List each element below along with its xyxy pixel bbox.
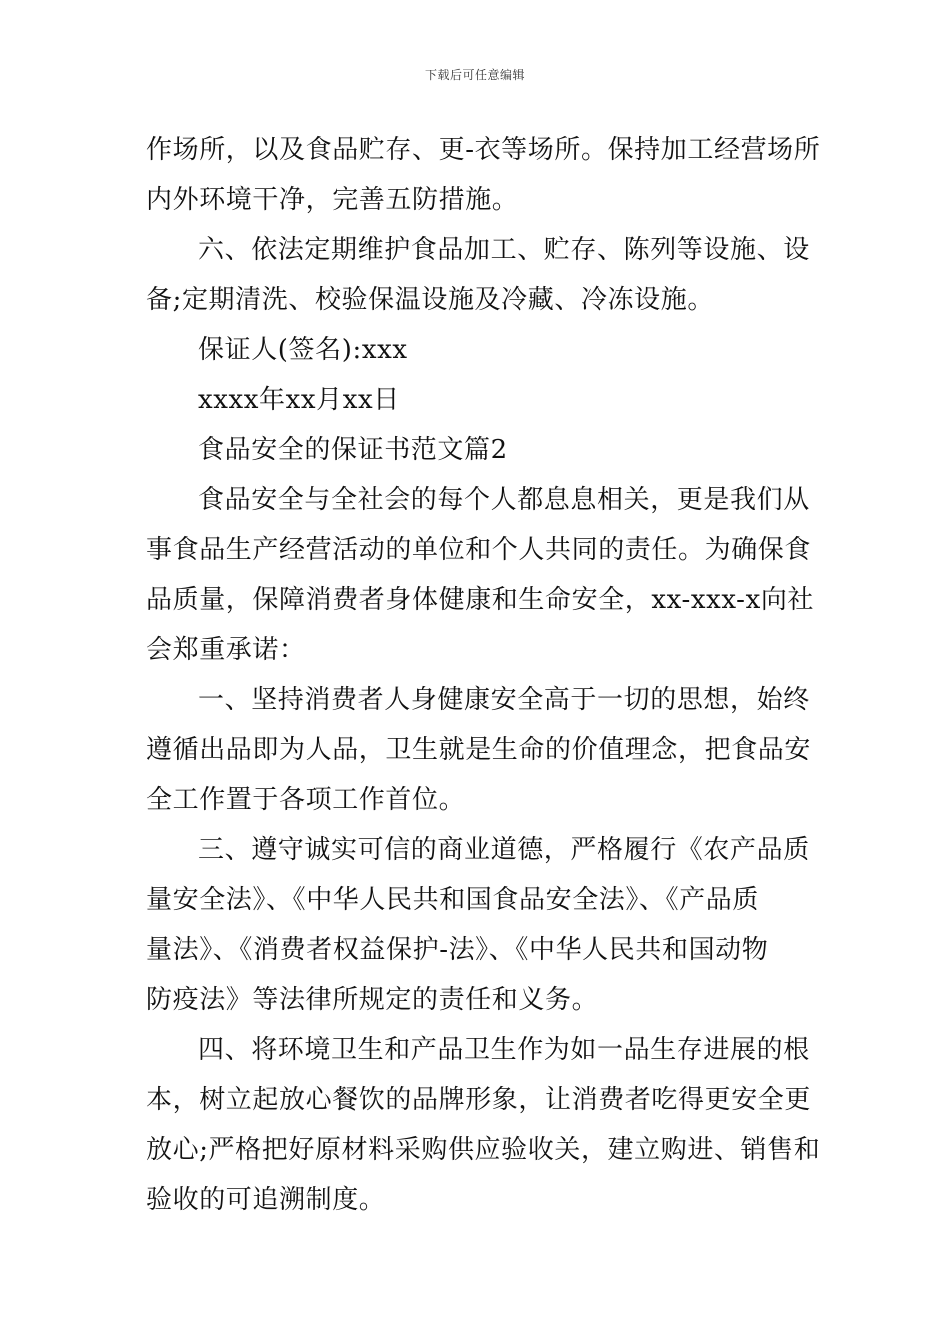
text-line: 事食品生产经营活动的单位和个人共同的责任。为确保食 [146, 535, 812, 565]
text-line: 内外环境干净，完善五防措施。 [146, 185, 519, 215]
text-line: 放心;严格把好原材料采购供应验收关，建立购进、销售和 [146, 1135, 821, 1165]
text-line: 验收的可追溯制度。 [146, 1185, 386, 1215]
text-line: 量安全法》、《中华人民共和国食品安全法》、《产品质 [146, 885, 760, 915]
paragraph-start-line: 食品安全与全社会的每个人都息息相关，更是我们从 [198, 485, 810, 515]
text-line: 防疫法》等法律所规定的责任和义务。 [146, 985, 599, 1015]
text-line: 品质量，保障消费者身体健康和生命安全，xx-xxx-x向社 [146, 585, 815, 615]
text-line: 全工作置于各项工作首位。 [146, 785, 466, 815]
paragraph-start-line: 一、坚持消费者人身健康安全高于一切的思想，始终 [198, 685, 810, 715]
paragraph-start-line: 三、遵守诚实可信的商业道德，严格履行《农产品质 [198, 835, 810, 865]
text-line: 作场所，以及食品贮存、更-衣等场所。保持加工经营场所 [146, 135, 821, 165]
paragraph-start-line: 六、依法定期维护食品加工、贮存、陈列等设施、设 [198, 235, 810, 265]
date-line: xxxx年xx月xx日 [198, 385, 400, 415]
document-body [146, 125, 821, 1225]
text-line: 本，树立起放心餐饮的品牌形象，让消费者吃得更安全更 [146, 1085, 812, 1115]
text-line: 遵循出品即为人品，卫生就是生命的价值理念，把食品安 [146, 735, 812, 765]
section-title: 食品安全的保证书范文篇2 [198, 435, 508, 465]
text-line: 备;定期清洗、校验保温设施及冷藏、冷冻设施。 [146, 285, 714, 315]
text-line: 会郑重承诺： [146, 635, 306, 665]
paragraph-start-line: 四、将环境卫生和产品卫生作为如一品生存进展的根 [198, 1035, 810, 1065]
text-line: 量法》、《消费者权益保护-法》、《中华人民共和国动物 [146, 935, 769, 965]
guarantor-signature-line: 保证人(签名):xxx [198, 335, 408, 365]
page-header: 下载后可任意编辑 [424, 68, 525, 82]
